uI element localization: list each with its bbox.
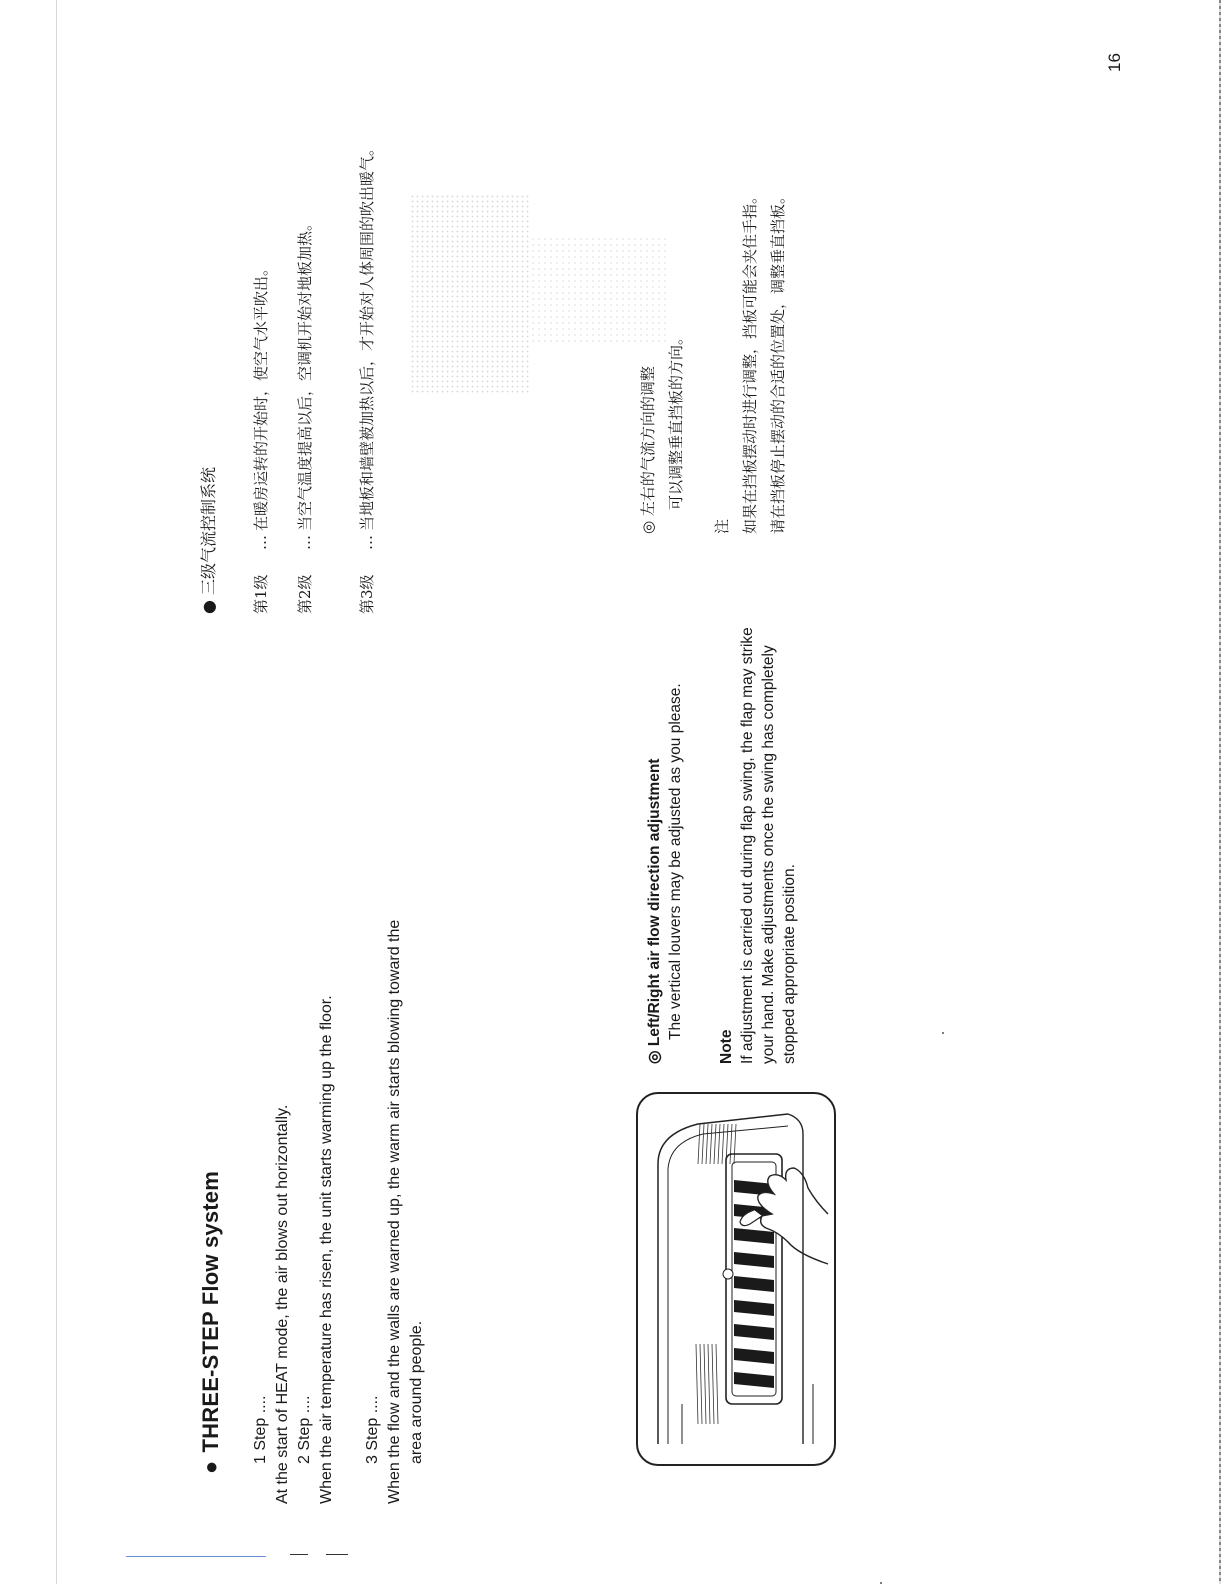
step-2 [294, 824, 338, 1504]
left-right-title: ◎ Left/Right air flow direction adjustment [646, 758, 663, 1064]
step-1 [250, 824, 294, 1504]
left-right-adjustment [644, 584, 686, 1064]
note-section-cn [708, 4, 792, 534]
note-line-1-cn: 如果在挡板摆动时进行调整，挡板可能会夹住手指。 [741, 188, 759, 534]
three-step-heading: ●THREE-STEP Flow system [198, 1170, 223, 1474]
note-title-cn: 注 [713, 518, 731, 534]
step-1-cn: 第1级…在暖房运转的开始时，使空气水平吹出。 [252, 260, 270, 614]
step-3-cn: 第3级…当地板和墙壁被加热以后，才开始对人体周围的吹出暖气。 [358, 140, 376, 614]
step-text: When the flow and the walls are warned up, the warm air starts blowing toward the area around people. [386, 919, 425, 1504]
left-right-title-cn: ◎ 左右的气流方向的调整 [639, 366, 657, 534]
step-text: When the air temperature has risen, the unit starts warming up the floor. [318, 995, 335, 1504]
three-step-heading-cn: ● 三级气流控制系统 [199, 466, 218, 614]
step-text: At the start of HEAT mode, the air blows out horizontally. [274, 1104, 291, 1504]
note-section [716, 604, 800, 1064]
note-title: Note [718, 1029, 735, 1064]
step-label: 3 Step .... [364, 1395, 381, 1464]
left-right-text: The vertical louvers may be adjusted as you please. [667, 683, 684, 1040]
step-3 [362, 824, 428, 1504]
hand-louver-icon [638, 1094, 834, 1464]
page-number: 16 [1105, 53, 1124, 72]
step-label: 1 Step .... [252, 1395, 269, 1464]
step-label: 2 Step .... [296, 1395, 313, 1464]
note-text: If adjustment is carried out during flap swing, the flap may strike your hand. Make adjustments once the swing has completely stopped appropriate position. [739, 627, 798, 1064]
left-right-text-cn: 可以调整垂直挡板的方向。 [667, 329, 685, 510]
bullet-icon: ● [199, 594, 218, 614]
scan-noise [530, 234, 670, 344]
bullet-icon: ● [198, 1460, 223, 1474]
note-line-2-cn: 请在挡板停止摆动的合适的位置处，调整垂直挡板。 [769, 188, 787, 534]
scan-noise [410, 194, 530, 394]
step-2-cn: 第2级…当空气温度提高以后，空调机开始对地板加热。 [296, 215, 314, 614]
louver-adjustment-illustration [636, 1092, 836, 1466]
